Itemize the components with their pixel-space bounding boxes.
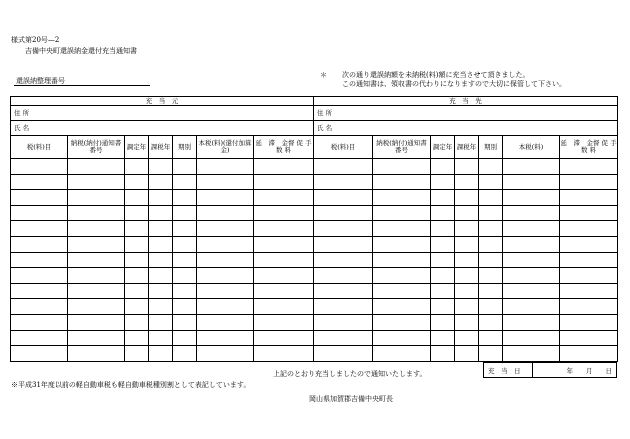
- table-cell: [314, 159, 373, 175]
- notice-line-2: この通知書は、領収書の代わりになりますので大切に保管して下さい。: [342, 80, 566, 88]
- table-cell: [149, 283, 173, 299]
- table-row: [11, 299, 618, 315]
- table-cell: [254, 221, 314, 237]
- table-row: [11, 252, 618, 268]
- table-cell: [11, 174, 68, 190]
- table-row: [11, 236, 618, 252]
- table-cell: [125, 190, 149, 206]
- table-cell: [149, 159, 173, 175]
- col-principal-dest: 本税(料): [503, 136, 560, 159]
- table-cell: [197, 221, 254, 237]
- table-cell: [254, 346, 314, 362]
- table-cell: [254, 236, 314, 252]
- table-cell: [503, 252, 560, 268]
- table-cell: [479, 299, 503, 315]
- table-cell: [503, 283, 560, 299]
- table-cell: [68, 252, 125, 268]
- table-cell: [149, 330, 173, 346]
- table-cell: [373, 252, 431, 268]
- table-cell: [455, 268, 479, 284]
- table-cell: [431, 252, 455, 268]
- table-cell: [503, 314, 560, 330]
- table-cell: [479, 314, 503, 330]
- table-cell: [455, 346, 479, 362]
- table-cell: [314, 268, 373, 284]
- col-principal-refund: 本税(料)(還付加算金): [197, 136, 254, 159]
- transfer-date-box: [483, 362, 617, 378]
- table-cell: [11, 236, 68, 252]
- table-cell: [560, 346, 618, 362]
- table-cell: [68, 190, 125, 206]
- table-cell: [68, 299, 125, 315]
- table-cell: [503, 205, 560, 221]
- table-cell: [11, 346, 68, 362]
- table-cell: [503, 190, 560, 206]
- table-cell: [503, 159, 560, 175]
- table-row: [11, 268, 618, 284]
- table-cell: [431, 221, 455, 237]
- table-cell: [149, 314, 173, 330]
- table-cell: [197, 159, 254, 175]
- table-cell: [125, 252, 149, 268]
- table-cell: [173, 346, 197, 362]
- table-cell: [11, 283, 68, 299]
- table-cell: [68, 330, 125, 346]
- table-cell: [173, 221, 197, 237]
- table-cell: [149, 236, 173, 252]
- table-cell: [197, 236, 254, 252]
- table-cell: [173, 174, 197, 190]
- transfer-date-label: 充 当 日: [484, 363, 533, 378]
- table-cell: [431, 159, 455, 175]
- table-cell: [125, 330, 149, 346]
- table-row: [11, 205, 618, 221]
- table-cell: [254, 159, 314, 175]
- table-cell: [149, 268, 173, 284]
- table-cell: [173, 314, 197, 330]
- table-cell: [125, 283, 149, 299]
- table-cell: [68, 236, 125, 252]
- table-cell: [314, 236, 373, 252]
- source-name-label: 氏 名: [11, 121, 314, 136]
- table-cell: [373, 205, 431, 221]
- table-cell: [503, 299, 560, 315]
- col-notice-number-dest: 納税(納付)通知書番号: [373, 136, 431, 159]
- table-cell: [68, 346, 125, 362]
- col-fiscal-year: 調定年: [125, 136, 149, 159]
- table-cell: [560, 190, 618, 206]
- table-cell: [431, 314, 455, 330]
- table-cell: [314, 174, 373, 190]
- col-notice-number: 納税(納付)通知書番号: [68, 136, 125, 159]
- table-cell: [503, 221, 560, 237]
- table-cell: [149, 174, 173, 190]
- table-cell: [455, 221, 479, 237]
- transfer-table: [10, 96, 618, 362]
- table-cell: [314, 205, 373, 221]
- table-cell: [373, 159, 431, 175]
- destination-section-header: 充 当 先: [314, 97, 618, 106]
- col-late-fee-dest: 延 滞 金督 促 手 数 料: [560, 136, 618, 159]
- table-cell: [173, 252, 197, 268]
- source-section-header: 充 当 元: [11, 97, 314, 106]
- table-cell: [254, 205, 314, 221]
- table-cell: [479, 221, 503, 237]
- table-cell: [11, 330, 68, 346]
- table-cell: [254, 299, 314, 315]
- table-cell: [173, 299, 197, 315]
- table-cell: [197, 283, 254, 299]
- table-cell: [373, 299, 431, 315]
- transfer-date-value: 年 月 日: [533, 363, 617, 378]
- table-cell: [479, 252, 503, 268]
- footnote: ※平成31年度以前の軽自動車税も軽自動車税種別割として表記しています。: [11, 381, 251, 389]
- table-cell: [431, 283, 455, 299]
- table-cell: [149, 221, 173, 237]
- source-address-label: 住 所: [11, 106, 314, 121]
- reference-number-line: [14, 85, 150, 86]
- table-row: [11, 314, 618, 330]
- table-cell: [254, 330, 314, 346]
- table-cell: [479, 174, 503, 190]
- table-cell: [314, 314, 373, 330]
- table-cell: [479, 236, 503, 252]
- table-cell: [11, 190, 68, 206]
- table-cell: [173, 330, 197, 346]
- table-cell: [560, 283, 618, 299]
- document-title: 吉備中央町還誤納金還付充当通知書: [25, 47, 137, 55]
- table-cell: [197, 346, 254, 362]
- table-cell: [314, 190, 373, 206]
- table-cell: [68, 314, 125, 330]
- table-cell: [254, 314, 314, 330]
- table-cell: [560, 268, 618, 284]
- table-cell: [560, 252, 618, 268]
- table-cell: [373, 190, 431, 206]
- table-cell: [560, 299, 618, 315]
- table-cell: [479, 190, 503, 206]
- table-cell: [373, 268, 431, 284]
- destination-name-label: 氏 名: [314, 121, 618, 136]
- table-cell: [479, 205, 503, 221]
- table-cell: [254, 190, 314, 206]
- table-cell: [455, 236, 479, 252]
- col-fiscal-year-dest: 調定年: [431, 136, 455, 159]
- table-cell: [373, 236, 431, 252]
- table-cell: [455, 252, 479, 268]
- table-cell: [373, 330, 431, 346]
- table-row: [11, 330, 618, 346]
- table-cell: [149, 205, 173, 221]
- table-cell: [431, 236, 455, 252]
- table-cell: [503, 174, 560, 190]
- table-cell: [455, 174, 479, 190]
- table-cell: [125, 268, 149, 284]
- table-cell: [455, 314, 479, 330]
- table-cell: [560, 330, 618, 346]
- table-cell: [373, 283, 431, 299]
- table-cell: [503, 346, 560, 362]
- table-cell: [197, 190, 254, 206]
- table-cell: [68, 205, 125, 221]
- table-cell: [479, 283, 503, 299]
- table-cell: [11, 221, 68, 237]
- table-cell: [503, 330, 560, 346]
- table-cell: [173, 190, 197, 206]
- issuer: 岡山県加賀郡吉備中央町長: [309, 395, 393, 403]
- table-cell: [560, 221, 618, 237]
- table-cell: [11, 252, 68, 268]
- table-cell: [314, 283, 373, 299]
- table-cell: [197, 205, 254, 221]
- table-cell: [11, 159, 68, 175]
- table-row: [11, 159, 618, 175]
- table-cell: [314, 330, 373, 346]
- table-cell: [173, 268, 197, 284]
- table-row: [11, 174, 618, 190]
- col-tax-year: 課税年: [149, 136, 173, 159]
- table-cell: [455, 159, 479, 175]
- table-cell: [254, 174, 314, 190]
- table-cell: [431, 268, 455, 284]
- table-cell: [373, 174, 431, 190]
- table-cell: [197, 314, 254, 330]
- notice-line-1: 次の通り還誤納額を未納税(料)額に充当させて頂きました。: [342, 71, 530, 79]
- table-cell: [455, 330, 479, 346]
- table-cell: [560, 314, 618, 330]
- table-row: [11, 346, 618, 362]
- table-cell: [479, 330, 503, 346]
- table-cell: [173, 283, 197, 299]
- table-cell: [197, 268, 254, 284]
- table-cell: [125, 159, 149, 175]
- table-cell: [373, 314, 431, 330]
- table-cell: [314, 221, 373, 237]
- table-cell: [68, 283, 125, 299]
- col-tax-year-dest: 課税年: [455, 136, 479, 159]
- table-cell: [455, 283, 479, 299]
- table-cell: [560, 205, 618, 221]
- table-cell: [560, 159, 618, 175]
- reference-number-label: 還誤納整理番号: [16, 77, 65, 85]
- table-cell: [149, 299, 173, 315]
- table-cell: [479, 159, 503, 175]
- table-cell: [11, 314, 68, 330]
- table-cell: [455, 299, 479, 315]
- table-cell: [560, 174, 618, 190]
- table-cell: [11, 268, 68, 284]
- table-cell: [68, 174, 125, 190]
- closing-statement: 上記のとおり充当しましたので通知いたします。: [273, 370, 427, 378]
- table-cell: [11, 299, 68, 315]
- table-cell: [254, 252, 314, 268]
- col-tax-item: 税(料)目: [11, 136, 68, 159]
- col-period-dest: 期別: [479, 136, 503, 159]
- table-cell: [431, 205, 455, 221]
- table-cell: [431, 190, 455, 206]
- table-row: [11, 221, 618, 237]
- table-cell: [503, 268, 560, 284]
- table-cell: [373, 346, 431, 362]
- table-cell: [125, 314, 149, 330]
- form-number: 様式第20号—2: [11, 36, 60, 44]
- table-cell: [197, 330, 254, 346]
- col-period: 期別: [173, 136, 197, 159]
- table-cell: [431, 346, 455, 362]
- table-row: [11, 283, 618, 299]
- table-cell: [125, 205, 149, 221]
- table-cell: [68, 268, 125, 284]
- table-cell: [149, 346, 173, 362]
- table-cell: [173, 236, 197, 252]
- table-cell: [173, 159, 197, 175]
- table-cell: [431, 299, 455, 315]
- table-cell: [125, 299, 149, 315]
- table-cell: [373, 221, 431, 237]
- table-cell: [503, 236, 560, 252]
- notice-mark: ＊: [320, 71, 327, 79]
- col-late-fee: 延 滞 金督 促 手 数 料: [254, 136, 314, 159]
- table-cell: [455, 190, 479, 206]
- table-cell: [314, 252, 373, 268]
- table-cell: [125, 221, 149, 237]
- col-tax-item-dest: 税(料)目: [314, 136, 373, 159]
- table-cell: [11, 205, 68, 221]
- table-cell: [455, 205, 479, 221]
- table-cell: [197, 252, 254, 268]
- table-cell: [254, 283, 314, 299]
- table-cell: [125, 174, 149, 190]
- table-cell: [197, 174, 254, 190]
- table-cell: [560, 236, 618, 252]
- table-cell: [125, 346, 149, 362]
- table-row: [11, 190, 618, 206]
- table-cell: [173, 205, 197, 221]
- table-cell: [254, 268, 314, 284]
- table-cell: [314, 346, 373, 362]
- table-cell: [149, 252, 173, 268]
- table-cell: [479, 346, 503, 362]
- table-cell: [149, 190, 173, 206]
- destination-address-label: 住 所: [314, 106, 618, 121]
- table-cell: [431, 330, 455, 346]
- table-cell: [314, 299, 373, 315]
- table-cell: [68, 221, 125, 237]
- table-cell: [431, 174, 455, 190]
- table-cell: [479, 268, 503, 284]
- table-cell: [68, 159, 125, 175]
- table-cell: [125, 236, 149, 252]
- table-cell: [197, 299, 254, 315]
